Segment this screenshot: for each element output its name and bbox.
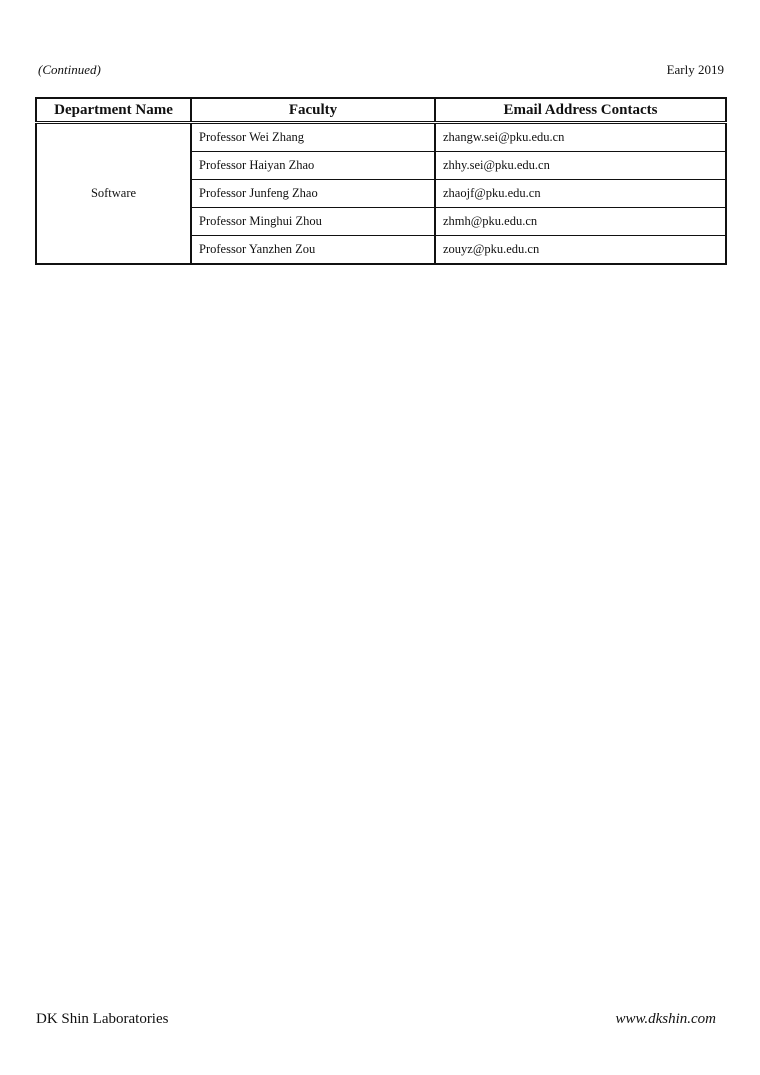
table-row [36, 123, 726, 152]
column-header-email: Email Address Contacts [435, 98, 726, 123]
email-cell: zouyz@pku.edu.cn [435, 236, 726, 265]
date-label: Early 2019 [666, 62, 724, 77]
faculty-directory-table-container [35, 97, 725, 265]
footer-website: www.dkshin.com [615, 1011, 716, 1027]
footer-organization: DK Shin Laboratories [36, 1011, 169, 1027]
table-header-row [36, 98, 726, 123]
email-cell: zhangw.sei@pku.edu.cn [435, 123, 726, 152]
email-cell: zhhy.sei@pku.edu.cn [435, 152, 726, 180]
email-cell: zhaojf@pku.edu.cn [435, 180, 726, 208]
department-cell: Software [36, 123, 191, 265]
column-header-faculty: Faculty [191, 98, 435, 123]
faculty-cell: Professor Junfeng Zhao [191, 180, 435, 208]
faculty-cell: Professor Haiyan Zhao [191, 152, 435, 180]
continued-label: (Continued) [38, 62, 101, 77]
email-cell: zhmh@pku.edu.cn [435, 208, 726, 236]
faculty-cell: Professor Minghui Zhou [191, 208, 435, 236]
column-header-department: Department Name [36, 98, 191, 123]
faculty-directory-table [35, 97, 727, 265]
faculty-cell: Professor Yanzhen Zou [191, 236, 435, 265]
faculty-cell: Professor Wei Zhang [191, 123, 435, 152]
